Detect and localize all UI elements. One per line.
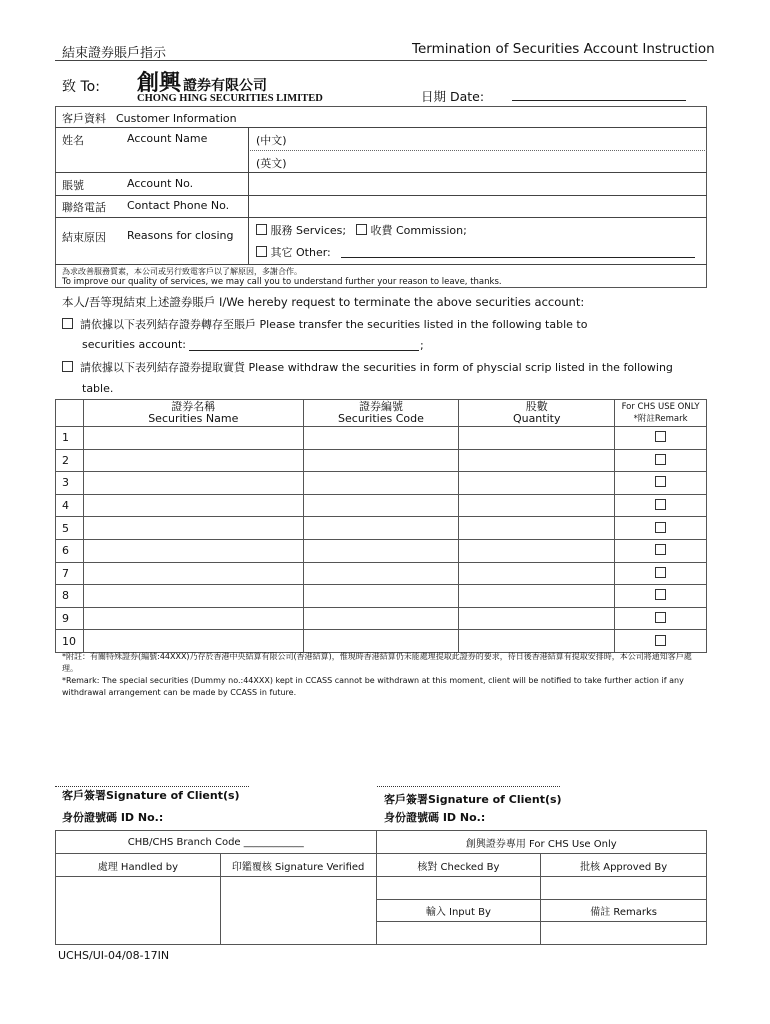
securities-code-cell[interactable] (303, 539, 459, 562)
checkbox-icon[interactable] (655, 544, 666, 555)
remark-checkbox-cell[interactable] (615, 517, 707, 540)
withdraw-option[interactable]: 請依據以下表列結存證券提取實貨 Please withdraw the securities in form of physcial scrip listed in the following (62, 359, 673, 375)
securities-name-cell[interactable] (83, 562, 303, 585)
checkbox-icon[interactable] (655, 612, 666, 623)
row-number: 7 (56, 562, 84, 585)
table-row (56, 585, 707, 608)
checkbox-icon[interactable] (356, 224, 367, 235)
account-no-label-cn: 賬號 (62, 179, 84, 192)
securities-name-cell[interactable] (83, 427, 303, 450)
request-line: 本人/吾等現結束上述證券賬戶 I/We hereby request to terminate the above securities account: (62, 295, 585, 309)
quantity-cell[interactable] (459, 630, 615, 653)
remark-en: *Remark: The special securities (Dummy no.:44XXX) kept in CCASS cannot be withdrawn at this moment, client will be notified to take further action if any withdrawal arrangement can be made by CCASS in future. (62, 676, 684, 697)
date-label: 日期 Date: (421, 89, 485, 104)
remark-checkbox-cell[interactable] (615, 449, 707, 472)
securities-name-cell[interactable] (83, 517, 303, 540)
securities-code-cell[interactable] (303, 517, 459, 540)
account-no-field[interactable] (249, 173, 706, 194)
quantity-cell[interactable] (459, 472, 615, 495)
row-number: 10 (56, 630, 84, 653)
col-securities-name: 證券名稱 Securities Name (83, 400, 303, 427)
securities-table (55, 399, 707, 653)
table-row (56, 494, 707, 517)
remark-checkbox-cell[interactable] (615, 472, 707, 495)
checkbox-icon[interactable] (655, 454, 666, 465)
header-rule (55, 60, 707, 61)
quantity-cell[interactable] (459, 539, 615, 562)
table-row (56, 539, 707, 562)
reason-label: Reasons for closing (127, 229, 234, 242)
table-row (56, 449, 707, 472)
handled-by-field[interactable] (56, 877, 221, 945)
remark-checkbox-cell[interactable] (615, 585, 707, 608)
account-name-label: Account Name (127, 132, 208, 145)
section-customer-info: 客戶資料 Customer Information (62, 112, 237, 125)
securities-name-cell[interactable] (83, 630, 303, 653)
account-no-label: Account No. (127, 177, 194, 190)
remark-checkbox-cell[interactable] (615, 630, 707, 653)
reason-label-cn: 結束原因 (62, 231, 106, 244)
checkbox-icon[interactable] (655, 431, 666, 442)
row-number: 9 (56, 607, 84, 630)
reason-commission-option[interactable]: 收費 Commission; (356, 222, 467, 238)
form-code: UCHS/UI-04/08-17IN (58, 949, 170, 962)
checkbox-icon[interactable] (655, 499, 666, 510)
approved-by-label: 批核 Approved By (541, 854, 707, 877)
securities-code-cell[interactable] (303, 585, 459, 608)
checkbox-icon[interactable] (655, 567, 666, 578)
securities-code-cell[interactable] (303, 427, 459, 450)
transfer-account-field[interactable] (189, 350, 419, 351)
checkbox-icon[interactable] (62, 318, 73, 329)
table-row (56, 562, 707, 585)
col-chs-remark: For CHS USE ONLY *附註Remark (615, 400, 707, 427)
name-chinese-field[interactable]: (中文) (256, 134, 287, 147)
col-number (56, 400, 84, 427)
col-quantity: 股數 Quantity (459, 400, 615, 427)
checkbox-icon[interactable] (256, 246, 267, 257)
checkbox-icon[interactable] (655, 635, 666, 646)
to-label: 致 To: (62, 79, 100, 95)
table-row (56, 517, 707, 540)
phone-field[interactable] (249, 196, 706, 216)
input-by-field[interactable] (376, 922, 541, 945)
row-number: 6 (56, 539, 84, 562)
quantity-cell[interactable] (459, 607, 615, 630)
chs-use-header: 創興證券專用 For CHS Use Only (376, 831, 707, 854)
phone-label: Contact Phone No. (127, 199, 230, 212)
securities-code-cell[interactable] (303, 494, 459, 517)
phone-label-cn: 聯絡電話 (62, 201, 106, 214)
reason-services-option[interactable]: 服務 Services; (256, 222, 346, 238)
date-field[interactable] (512, 100, 686, 101)
row-number: 3 (56, 472, 84, 495)
checkbox-icon[interactable] (655, 589, 666, 600)
table-row (56, 607, 707, 630)
signature-verified-label: 印鑑覆核 Signature Verified (220, 854, 376, 877)
withdraw-table-word: table. (82, 382, 114, 395)
quantity-cell[interactable] (459, 494, 615, 517)
approved-by-field[interactable] (541, 877, 707, 900)
securities-code-cell[interactable] (303, 607, 459, 630)
col-securities-code: 證券編號 Securities Code (303, 400, 459, 427)
remark-checkbox-cell[interactable] (615, 494, 707, 517)
note-cn: 為求改善服務質素，本公司或另行致電客戶以了解原因，多謝合作。 (62, 267, 302, 276)
remark-checkbox-cell[interactable] (615, 562, 707, 585)
remark-checkbox-cell[interactable] (615, 539, 707, 562)
signature-label-1: 客戶簽署Signature of Client(s) (62, 789, 240, 802)
securities-name-cell[interactable] (83, 449, 303, 472)
remark-cn: *附註：有關特殊證券(編號:44XXX)乃存於香港中央結算有限公司(香港結算)，惟現時香港結算仍未能處理提取此證券的要求，待日後香港結算有提取安排時，本公司將通知客戶處理。 (62, 652, 692, 673)
checked-by-label: 核對 Checked By (376, 854, 541, 877)
row-number: 2 (56, 449, 84, 472)
securities-name-cell[interactable] (83, 607, 303, 630)
company-logo: 創興 證券有限公司 CHONG HING SECURITIES LIMITED (137, 70, 323, 104)
transfer-account-label: securities account: (82, 338, 186, 351)
checked-by-field[interactable] (376, 877, 541, 900)
remark-checkbox-cell[interactable] (615, 607, 707, 630)
checkbox-icon[interactable] (655, 476, 666, 487)
remarks-field[interactable] (541, 922, 707, 945)
quantity-cell[interactable] (459, 449, 615, 472)
signature-line-2[interactable] (377, 786, 560, 787)
input-by-label: 輸入 Input By (376, 900, 541, 922)
securities-code-cell[interactable] (303, 562, 459, 585)
row-number: 4 (56, 494, 84, 517)
securities-code-cell[interactable] (303, 449, 459, 472)
transfer-end: ; (420, 339, 424, 352)
checkbox-icon[interactable] (256, 224, 267, 235)
signature-verified-field[interactable] (220, 877, 376, 945)
quantity-cell[interactable] (459, 517, 615, 540)
table-row (56, 472, 707, 495)
securities-code-cell[interactable] (303, 472, 459, 495)
reason-other-option[interactable]: 其它 Other: (256, 244, 331, 260)
securities-code-cell[interactable] (303, 630, 459, 653)
quantity-cell[interactable] (459, 585, 615, 608)
name-english-field[interactable]: (英文) (256, 157, 287, 170)
securities-name-cell[interactable] (83, 585, 303, 608)
remark-checkbox-cell[interactable] (615, 427, 707, 450)
id-label-1: 身份證號碼 ID No.: (62, 811, 164, 824)
table-row (56, 630, 707, 653)
checkbox-icon[interactable] (655, 522, 666, 533)
quantity-cell[interactable] (459, 562, 615, 585)
note-en: To improve our quality of services, we may call you to understand further your reason to leave, thanks. (62, 277, 502, 287)
securities-name-cell[interactable] (83, 494, 303, 517)
id-label-2: 身份證號碼 ID No.: (384, 811, 486, 824)
handled-by-label: 處理 Handled by (56, 854, 221, 877)
remarks-label: 備註 Remarks (541, 900, 707, 922)
title-cn: 結束證券賬戶指示 (62, 46, 167, 61)
other-reason-field[interactable] (341, 257, 695, 258)
table-row (56, 427, 707, 450)
signature-label-2: 客戶簽署Signature of Client(s) (384, 793, 562, 806)
securities-name-cell[interactable] (83, 472, 303, 495)
row-number: 5 (56, 517, 84, 540)
row-number: 8 (56, 585, 84, 608)
securities-name-cell[interactable] (83, 539, 303, 562)
office-use-table (55, 830, 707, 945)
quantity-cell[interactable] (459, 427, 615, 450)
checkbox-icon[interactable] (62, 361, 73, 372)
row-number: 1 (56, 427, 84, 450)
title-en: Termination of Securities Account Instruction (412, 41, 715, 57)
account-name-label-cn: 姓名 (62, 134, 84, 147)
branch-code-cell[interactable]: CHB/CHS Branch Code ____________ (56, 831, 377, 854)
transfer-option[interactable]: 請依據以下表列結存證券轉存至賬戶 Please transfer the securities listed in the following table to (62, 316, 587, 332)
